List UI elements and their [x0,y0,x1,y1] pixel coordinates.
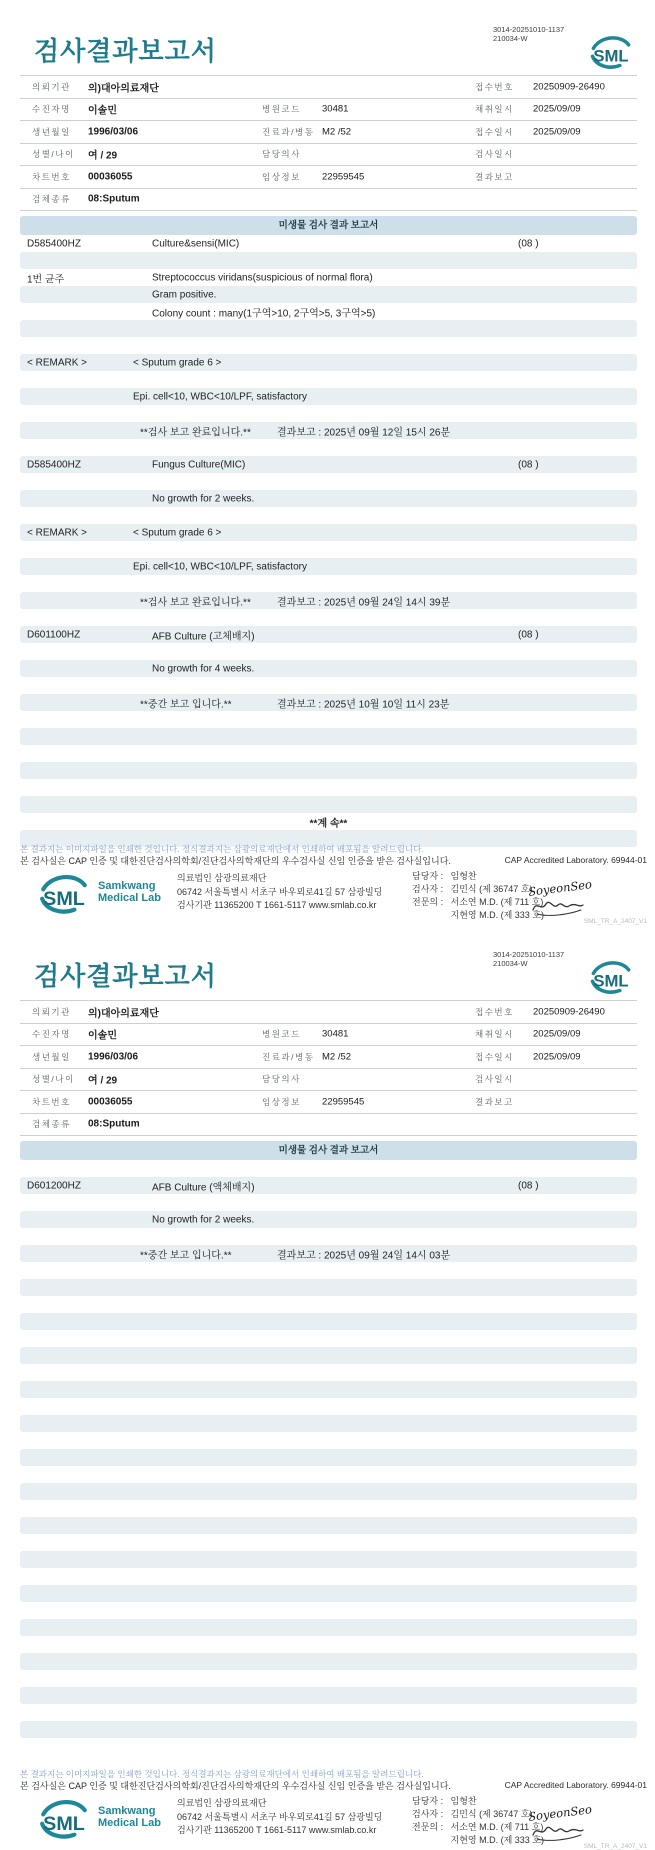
result-row [20,439,637,456]
staff-label: 담당자 : [412,1796,444,1806]
signature-soyeonseo: SoyeonSeo [527,877,593,899]
result-row [20,1466,637,1483]
info-row [20,1024,637,1047]
result-row [20,269,637,286]
org-contact: 검사기관 11365200 T 1661-5117 www.smlab.co.kr [177,900,377,910]
staff-value: 김민식 (제 36747 호) [450,884,533,894]
info-label: 접수일시 [475,126,514,137]
footer-logo-name1: Samkwang [98,880,156,892]
org-contact: 검사기관 11365200 T 1661-5117 www.smlab.co.kr [177,1825,377,1835]
info-label: 담당의사 [262,149,301,160]
signature-scribble-icon [531,896,585,918]
notice-black: 본 검사실은 CAP 인증 및 대한진단검사의학회/진단검사의학재단의 우수검사실 신임 인증을 받은 검사실입니다. [20,856,451,866]
result-cell: AFB Culture (액체배지) [152,1182,255,1193]
result-cell: < Sputum grade 6 > [133,357,222,368]
result-cell: D585400HZ [27,459,81,470]
result-row [20,1500,637,1517]
staff-label: 검사자 : [412,1809,444,1819]
info-row [20,166,637,189]
result-cell: 결과보고 : 2025년 09월 12일 15시 26분 [277,427,451,438]
info-value: 2025/09/09 [533,103,581,115]
result-row [20,762,637,779]
info-row [20,1046,637,1069]
notice-blue: 본 결과지는 이미지파일을 인쇄한 것입니다. 정식결과지는 삼광의료재단에서 인쇄하여 배포됨을 알려드립니다. [20,844,424,854]
result-row [20,1364,637,1381]
result-cell: Culture&sensi(MIC) [152,238,240,249]
info-value: M2 /52 [322,1051,352,1063]
result-row [20,558,637,575]
result-row [20,1636,637,1653]
result-row [20,303,637,320]
result-row [20,1296,637,1313]
info-row [20,76,637,99]
result-row [20,1279,637,1296]
sml-logo-icon [38,1795,90,1840]
info-value: 00036055 [88,171,133,183]
result-row [20,1449,637,1466]
result-row [20,1585,637,1602]
staff-value: 지현영 M.D. (제 333 호) [450,910,544,920]
footer-logo-name1: Samkwang [98,1805,156,1817]
result-row [20,541,637,558]
result-row [20,745,637,762]
info-value: 30481 [322,103,349,115]
info-label: 의뢰기관 [32,81,71,92]
info-row [20,189,637,212]
result-row [20,1228,637,1245]
doc-code-line1: 3014-20251010-1137 [493,950,565,959]
result-row [20,1347,637,1364]
result-row [20,490,637,507]
staff-row [412,1821,544,1834]
result-row [20,1670,637,1687]
info-row [20,99,637,122]
info-value: M2 /52 [322,126,352,138]
report-page [0,925,655,1850]
info-value: 2025/09/09 [533,126,581,138]
footer-logo-name2: Medical Lab [98,892,161,904]
result-row [20,337,637,354]
result-row [20,1262,637,1279]
info-value: 의)대아의료재단 [88,83,159,95]
info-value: 1996/03/06 [88,126,139,138]
info-label: 결과보고 [475,1096,514,1107]
result-cell: **중간 보고 입니다.** [140,699,232,710]
result-row [20,1653,637,1670]
result-row [20,1415,637,1432]
staff-value: 김민식 (제 36747 호) [450,1809,533,1819]
info-value: 20250909-26490 [533,81,605,93]
result-row [20,660,637,677]
info-label: 병원코드 [262,104,301,115]
svg-text:SML: SML [43,887,85,910]
result-row [20,1194,637,1211]
staff-value: 서소연 M.D. (제 711 호) [450,1822,544,1832]
svg-text:SML: SML [593,971,629,991]
info-value: 여 / 29 [88,1075,118,1087]
result-row [20,694,637,711]
info-row [20,1001,637,1024]
staff-label: 전문의 : [412,897,444,907]
info-label: 성별/나이 [32,1074,75,1085]
org-name: 의료법인 삼광의료재단 [177,873,267,883]
result-row [20,1177,637,1194]
info-label: 접수일시 [475,1051,514,1062]
result-row [20,1704,637,1721]
info-row [20,1069,637,1092]
result-row [20,711,637,728]
info-value: 08:Sputum [88,1118,140,1130]
result-row [20,252,637,269]
result-cell: No growth for 2 weeks. [152,493,255,504]
result-row [20,609,637,626]
result-row [20,1330,637,1347]
patient-info-table [20,1000,637,1136]
info-value: 이솔민 [88,105,117,117]
footer-logo-name2: Medical Lab [98,1817,161,1829]
info-label: 임상정보 [262,1096,301,1107]
staff-row [412,896,544,909]
footer-logo-wordmark [98,1805,161,1829]
result-cell: 결과보고 : 2025년 09월 24일 14시 39분 [277,597,451,608]
result-row [20,1619,637,1636]
result-cell: 결과보고 : 2025년 10월 10일 11시 23분 [277,699,450,710]
info-row [20,144,637,167]
doc-code-line1: 3014-20251010-1137 [493,25,565,34]
notice-black: 본 검사실은 CAP 인증 및 대한진단검사의학회/진단검사의학재단의 우수검사실 신임 인증을 받은 검사실입니다. [20,1781,451,1791]
result-row [20,354,637,371]
result-cell: **검사 보고 완료입니다.** [140,427,251,438]
result-cell: < Sputum grade 6 > [133,527,222,538]
info-row [20,1114,637,1137]
info-label: 의뢰기관 [32,1006,71,1017]
result-cell: Fungus Culture(MIC) [152,459,246,470]
result-cell: D585400HZ [27,238,81,249]
sml-logo-icon [38,870,90,915]
info-value: 30481 [322,1028,349,1040]
result-cell: No growth for 4 weeks. [152,663,255,674]
staff-row [412,883,544,896]
result-row [20,473,637,490]
info-value: 00036055 [88,1096,133,1108]
cap-accreditation: CAP Accredited Laboratory. 69944-01 [504,1780,647,1790]
info-label: 수진자명 [32,1029,71,1040]
org-info [177,872,382,913]
result-row [20,592,637,609]
info-label: 접수번호 [475,81,514,92]
info-label: 차트번호 [32,171,71,182]
staff-list [412,1795,544,1847]
result-cell: (08 ) [518,629,539,640]
result-row [20,456,637,473]
svg-text:SML: SML [43,1812,85,1835]
info-label: 접수번호 [475,1006,514,1017]
form-code: SML_TR_A_2407_V1 [583,1843,647,1850]
staff-value: 임형찬 [450,1796,477,1806]
result-row [20,405,637,422]
result-row [20,1568,637,1585]
result-cell: Colony count : many(1구역>10, 2구역>5, 3구역>5) [152,308,376,319]
results-table [20,1160,637,1738]
document-codes [493,25,564,43]
result-row [20,286,637,303]
info-label: 병원코드 [262,1029,301,1040]
info-label: 진료과/병동 [262,1051,315,1062]
result-row [20,575,637,592]
info-label: 검사일시 [475,149,514,160]
result-cell: (08 ) [518,1180,539,1191]
cap-accreditation: CAP Accredited Laboratory. 69944-01 [504,855,647,865]
document-codes [493,950,564,968]
staff-value: 지현영 M.D. (제 333 호) [450,1835,544,1845]
info-value: 20250909-26490 [533,1006,605,1018]
result-row [20,1721,637,1738]
staff-label: 검사자 : [412,884,444,894]
info-label: 임상정보 [262,171,301,182]
section-header: 미생물 검사 결과 보고서 [20,1141,637,1160]
info-label: 채취일시 [475,104,514,115]
sml-logo-icon [589,957,633,995]
page-title: 검사결과보고서 [34,36,217,66]
info-row [20,121,637,144]
org-name: 의료법인 삼광의료재단 [177,1798,267,1808]
result-row [20,1211,637,1228]
staff-label: 전문의 : [412,1822,444,1832]
result-row [20,235,637,252]
result-row [20,1534,637,1551]
result-cell: < REMARK > [27,527,88,538]
result-cell: 결과보고 : 2025년 09월 24일 14시 03분 [277,1250,451,1261]
doc-code-line2: 210034-W [493,34,528,43]
result-row [20,796,637,813]
result-row [20,1160,637,1177]
result-cell: **중간 보고 입니다.** [140,1250,232,1261]
section-header: 미생물 검사 결과 보고서 [20,216,637,235]
result-cell: No growth for 2 weeks. [152,1214,255,1225]
result-row [20,507,637,524]
org-address: 06742 서울특별시 서초구 바우뫼로41길 57 삼광빌딩 [177,1811,383,1822]
result-row [20,1313,637,1330]
form-code: SML_TR_A_2407_V1 [583,918,647,925]
info-value: 2025/09/09 [533,1051,581,1063]
result-cell: Streptococcus viridans(suspicious of normal flora) [152,272,373,283]
result-cell: Epi. cell<10, WBC<10/LPF, satisfactory [133,561,307,572]
staff-label: 담당자 : [412,871,444,881]
result-row [20,813,637,830]
signature-soyeonseo: SoyeonSeo [527,1802,593,1824]
info-label: 생년월일 [32,1051,71,1062]
result-row [20,320,637,337]
result-row [20,388,637,405]
footer-logo [26,1793,176,1845]
result-row [20,728,637,745]
page-title: 검사결과보고서 [34,961,217,991]
info-label: 채취일시 [475,1029,514,1040]
staff-row [412,1808,544,1821]
result-row [20,1602,637,1619]
result-row [20,1398,637,1415]
info-label: 검사일시 [475,1074,514,1085]
info-label: 수진자명 [32,104,71,115]
footer-logo-wordmark [98,880,161,904]
signature-scribble-icon [531,1821,585,1843]
info-label: 검체종류 [32,194,71,205]
continued-note: **계 속** [309,818,348,829]
result-row [20,626,637,643]
result-row [20,779,637,796]
result-row [20,1551,637,1568]
result-cell: < REMARK > [27,357,88,368]
info-value: 1996/03/06 [88,1051,139,1063]
result-row [20,371,637,388]
staff-value: 임형찬 [450,871,477,881]
staff-list [412,870,544,922]
staff-row [412,870,544,883]
info-row [20,1091,637,1114]
result-cell: Epi. cell<10, WBC<10/LPF, satisfactory [133,391,307,402]
result-cell: (08 ) [518,459,539,470]
result-cell: Gram positive. [152,289,217,300]
result-row [20,524,637,541]
sml-logo-icon [589,32,633,70]
result-row [20,1687,637,1704]
result-row [20,677,637,694]
result-row [20,1381,637,1398]
info-value: 08:Sputum [88,193,140,205]
info-value: 22959545 [322,171,365,183]
staff-row [412,909,544,922]
result-cell: (08 ) [518,238,539,249]
staff-row [412,1834,544,1847]
result-row [20,1245,637,1262]
info-value: 이솔민 [88,1030,117,1042]
notice-blue: 본 결과지는 이미지파일을 인쇄한 것입니다. 정식결과지는 삼광의료재단에서 인쇄하여 배포됨을 알려드립니다. [20,1769,424,1779]
result-row [20,422,637,439]
org-address: 06742 서울특별시 서초구 바우뫼로41길 57 삼광빌딩 [177,886,383,897]
info-label: 생년월일 [32,126,71,137]
result-cell: D601200HZ [27,1180,81,1191]
org-info [177,1797,382,1838]
results-table [20,235,637,847]
result-row [20,1517,637,1534]
result-row [20,1432,637,1449]
info-value: 22959545 [322,1096,365,1108]
info-value: 여 / 29 [88,150,118,162]
result-row [20,643,637,660]
info-value: 2025/09/09 [533,1028,581,1040]
result-cell: **검사 보고 완료입니다.** [140,597,251,608]
result-row [20,1483,637,1500]
doc-code-line2: 210034-W [493,959,528,968]
patient-info-table [20,75,637,211]
info-label: 차트번호 [32,1096,71,1107]
staff-value: 서소연 M.D. (제 711 호) [450,897,544,907]
result-cell: D601100HZ [27,629,81,640]
info-label: 결과보고 [475,171,514,182]
info-label: 성별/나이 [32,149,75,160]
result-cell: 1번 균주 [27,274,65,285]
footer-logo [26,868,176,920]
staff-row [412,1795,544,1808]
result-cell: AFB Culture (고체배지) [152,631,255,642]
info-value: 의)대아의료재단 [88,1008,159,1020]
svg-text:SML: SML [593,46,629,66]
info-label: 담당의사 [262,1074,301,1085]
info-label: 진료과/병동 [262,126,315,137]
info-label: 검체종류 [32,1119,71,1130]
